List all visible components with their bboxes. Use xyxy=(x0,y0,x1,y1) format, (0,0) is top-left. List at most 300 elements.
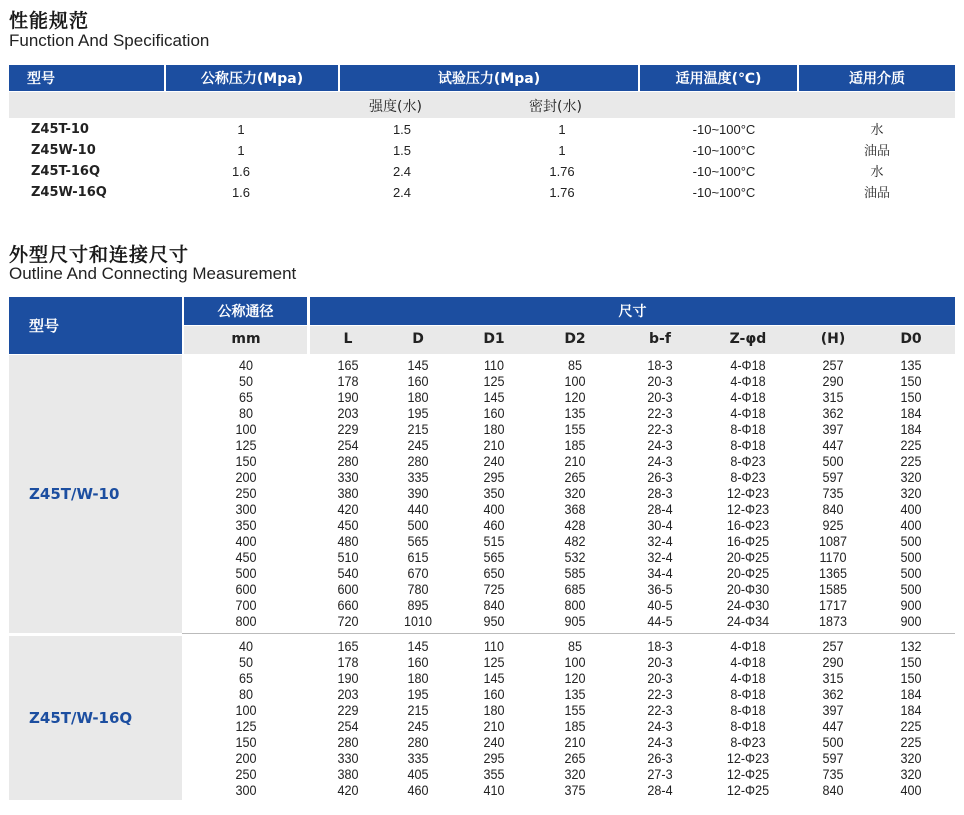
cell: 720 xyxy=(337,613,359,629)
cell: 500 xyxy=(822,734,844,750)
cell: 500 xyxy=(900,549,922,565)
cell: 500 xyxy=(900,565,922,581)
cell: 500 xyxy=(235,565,257,581)
cell: 8-Φ23 xyxy=(730,453,766,469)
cell: 225 xyxy=(900,718,922,734)
cell: 135 xyxy=(564,686,586,702)
cell: 185 xyxy=(564,437,586,453)
cell: 320 xyxy=(900,485,922,501)
cell: 295 xyxy=(483,750,505,766)
cell: 515 xyxy=(483,533,505,549)
cell: 1010 xyxy=(403,613,433,629)
cell: 125 xyxy=(483,373,505,389)
cell: 210 xyxy=(564,734,586,750)
table-row xyxy=(0,453,964,469)
table-row xyxy=(0,501,964,517)
cell: 355 xyxy=(483,766,505,782)
cell: 40 xyxy=(238,357,254,373)
cell-seal: 1 xyxy=(558,122,566,137)
table-row xyxy=(0,686,964,702)
cell-medium: 水 xyxy=(870,164,884,179)
cell-model: Z45W-10 xyxy=(31,143,96,158)
cell: 26-3 xyxy=(647,750,673,766)
cell-temp: -10~100°C xyxy=(692,185,756,200)
section2-title-cn: 外型尺寸和连接尺寸 xyxy=(9,244,190,266)
cell: 320 xyxy=(900,766,922,782)
cell: 155 xyxy=(564,421,586,437)
cell: 320 xyxy=(900,469,922,485)
cell: 368 xyxy=(564,501,586,517)
cell: 34-4 xyxy=(647,565,673,581)
table-row xyxy=(0,638,964,654)
cell: 120 xyxy=(564,389,586,405)
cell: 405 xyxy=(407,766,429,782)
cell: 4-Φ18 xyxy=(730,654,766,670)
cell: 100 xyxy=(564,373,586,389)
section2-title-en: Outline And Connecting Measurement xyxy=(9,264,297,283)
cell: 24-Φ34 xyxy=(726,613,770,629)
cell: 400 xyxy=(483,501,505,517)
cell: 203 xyxy=(337,405,359,421)
cell: 597 xyxy=(822,750,844,766)
cell: 65 xyxy=(238,670,254,686)
table-row xyxy=(0,437,964,453)
header-nominal-pressure: 公称压力(Mpa) xyxy=(166,65,338,91)
table-row xyxy=(9,140,955,161)
cell: 12-Φ23 xyxy=(726,750,770,766)
cell: 225 xyxy=(900,453,922,469)
cell: 8-Φ18 xyxy=(730,702,766,718)
cell: 12-Φ25 xyxy=(726,766,770,782)
cell: 8-Φ18 xyxy=(730,718,766,734)
cell-temp: -10~100°C xyxy=(692,164,756,179)
cell: 80 xyxy=(238,405,254,421)
cell: 4-Φ18 xyxy=(730,389,766,405)
cell: 4-Φ18 xyxy=(730,373,766,389)
cell: 400 xyxy=(900,517,922,533)
cell: 165 xyxy=(337,638,359,654)
cell: 8-Φ23 xyxy=(730,469,766,485)
table-row xyxy=(0,654,964,670)
cell: 900 xyxy=(900,597,922,613)
cell: 397 xyxy=(822,702,844,718)
cell: 265 xyxy=(564,750,586,766)
group-model-10: Z45T/W-10 xyxy=(9,355,182,633)
cell: 135 xyxy=(900,357,922,373)
cell: 362 xyxy=(822,405,844,421)
cell: 24-3 xyxy=(647,437,673,453)
col-header-0: mm xyxy=(231,331,261,347)
cell: 650 xyxy=(483,565,505,581)
cell: 8-Φ18 xyxy=(730,686,766,702)
cell: 184 xyxy=(900,405,922,421)
cell-pn: 1 xyxy=(237,143,245,158)
cell: 257 xyxy=(822,638,844,654)
cell: 215 xyxy=(407,421,429,437)
cell: 150 xyxy=(235,453,257,469)
cell-temp: -10~100°C xyxy=(692,143,756,158)
cell: 480 xyxy=(337,533,359,549)
cell: 32-4 xyxy=(647,533,673,549)
cell-temp: -10~100°C xyxy=(692,122,756,137)
cell: 257 xyxy=(822,357,844,373)
cell: 20-Φ30 xyxy=(726,581,770,597)
cell: 65 xyxy=(238,389,254,405)
cell: 320 xyxy=(564,485,586,501)
cell: 100 xyxy=(564,654,586,670)
table-row xyxy=(9,182,955,203)
cell: 500 xyxy=(407,517,429,533)
cell: 450 xyxy=(235,549,257,565)
subheader-strength: 强度(水) xyxy=(369,99,422,115)
cell: 24-3 xyxy=(647,718,673,734)
cell: 565 xyxy=(407,533,429,549)
cell: 350 xyxy=(235,517,257,533)
header-model: 型号 xyxy=(9,65,164,91)
cell: 597 xyxy=(822,469,844,485)
cell: 8-Φ18 xyxy=(730,437,766,453)
cell: 410 xyxy=(483,782,505,798)
cell: 27-3 xyxy=(647,766,673,782)
cell: 4-Φ18 xyxy=(730,670,766,686)
cell-seal: 1.76 xyxy=(549,164,575,179)
table-row xyxy=(0,357,964,373)
cell: 85 xyxy=(567,638,583,654)
cell: 735 xyxy=(822,485,844,501)
cell: 685 xyxy=(564,581,586,597)
cell: 500 xyxy=(900,581,922,597)
cell: 482 xyxy=(564,533,586,549)
cell: 265 xyxy=(564,469,586,485)
cell: 1087 xyxy=(818,533,848,549)
cell: 1873 xyxy=(818,613,848,629)
cell: 132 xyxy=(900,638,922,654)
cell: 40-5 xyxy=(647,597,673,613)
cell: 22-3 xyxy=(647,421,673,437)
header-size: 尺寸 xyxy=(310,297,955,325)
cell: 240 xyxy=(483,453,505,469)
cell: 460 xyxy=(483,517,505,533)
cell: 22-3 xyxy=(647,686,673,702)
cell: 1170 xyxy=(819,549,847,565)
cell: 100 xyxy=(235,702,257,718)
cell: 24-3 xyxy=(647,734,673,750)
cell: 160 xyxy=(407,373,429,389)
cell: 895 xyxy=(407,597,429,613)
cell: 390 xyxy=(407,485,429,501)
cell: 440 xyxy=(407,501,429,517)
cell-medium: 油品 xyxy=(863,185,890,200)
cell: 240 xyxy=(483,734,505,750)
cell: 4-Φ18 xyxy=(730,638,766,654)
cell: 215 xyxy=(407,702,429,718)
table-row xyxy=(9,119,955,140)
cell: 229 xyxy=(337,702,359,718)
cell: 254 xyxy=(337,437,359,453)
cell: 565 xyxy=(483,549,505,565)
cell: 500 xyxy=(900,533,922,549)
cell-model: Z45T-10 xyxy=(31,122,89,137)
cell: 150 xyxy=(900,373,922,389)
cell: 330 xyxy=(337,469,359,485)
cell: 290 xyxy=(822,654,844,670)
cell: 925 xyxy=(822,517,844,533)
cell: 4-Φ18 xyxy=(730,405,766,421)
cell: 178 xyxy=(337,373,359,389)
cell: 4-Φ18 xyxy=(730,357,766,373)
group-model-16q: Z45T/W-16Q xyxy=(9,636,182,800)
cell: 195 xyxy=(407,686,429,702)
group-divider xyxy=(182,633,955,634)
cell: 184 xyxy=(900,702,922,718)
cell: 280 xyxy=(407,453,429,469)
cell: 300 xyxy=(235,501,257,517)
cell: 320 xyxy=(564,766,586,782)
cell-model: Z45T-16Q xyxy=(31,164,101,179)
cell: 400 xyxy=(900,782,922,798)
cell-model: Z45W-16Q xyxy=(31,185,107,200)
table-row xyxy=(0,718,964,734)
cell: 8-Φ23 xyxy=(730,734,766,750)
cell: 660 xyxy=(337,597,359,613)
table-row xyxy=(0,405,964,421)
cell-pn: 1.6 xyxy=(231,185,251,200)
cell: 20-Φ25 xyxy=(726,565,770,581)
table-row xyxy=(0,389,964,405)
cell-seal: 1.76 xyxy=(549,185,575,200)
cell: 12-Φ23 xyxy=(726,485,770,501)
cell: 1585 xyxy=(818,581,848,597)
cell: 184 xyxy=(900,686,922,702)
cell: 210 xyxy=(564,453,586,469)
cell: 840 xyxy=(822,501,844,517)
cell: 110 xyxy=(483,638,505,654)
cell: 32-4 xyxy=(647,549,673,565)
cell: 150 xyxy=(235,734,257,750)
cell: 8-Φ18 xyxy=(730,421,766,437)
cell: 18-3 xyxy=(647,357,673,373)
cell: 210 xyxy=(483,718,505,734)
table-row xyxy=(0,782,964,798)
cell: 22-3 xyxy=(647,405,673,421)
cell: 225 xyxy=(900,734,922,750)
table-row xyxy=(0,485,964,501)
table-row xyxy=(0,750,964,766)
cell: 420 xyxy=(337,501,359,517)
cell: 195 xyxy=(407,405,429,421)
subheader-row xyxy=(9,92,955,118)
cell: 780 xyxy=(407,581,429,597)
cell: 145 xyxy=(407,638,429,654)
cell: 295 xyxy=(483,469,505,485)
subheader-seal: 密封(水) xyxy=(529,99,582,115)
table-row xyxy=(0,581,964,597)
cell-strength: 1.5 xyxy=(392,143,412,158)
cell: 229 xyxy=(337,421,359,437)
cell: 190 xyxy=(337,670,359,686)
cell: 905 xyxy=(564,613,586,629)
cell: 585 xyxy=(564,565,586,581)
cell-medium: 水 xyxy=(870,122,884,137)
cell: 540 xyxy=(337,565,359,581)
cell: 280 xyxy=(407,734,429,750)
cell: 180 xyxy=(483,702,505,718)
cell: 500 xyxy=(822,453,844,469)
cell-medium: 油品 xyxy=(863,143,890,158)
cell: 100 xyxy=(235,421,257,437)
table-row xyxy=(9,161,955,182)
table-row xyxy=(0,734,964,750)
cell: 12-Φ23 xyxy=(726,501,770,517)
table-row xyxy=(0,766,964,782)
section1-title-en: Function And Specification xyxy=(9,31,210,50)
col-header-8: D0 xyxy=(900,331,922,347)
cell: 1365 xyxy=(818,565,848,581)
cell: 16-Φ23 xyxy=(726,517,770,533)
table-row xyxy=(0,421,964,437)
cell: 190 xyxy=(337,389,359,405)
cell: 254 xyxy=(337,718,359,734)
cell: 350 xyxy=(483,485,505,501)
cell: 225 xyxy=(900,437,922,453)
cell: 300 xyxy=(235,782,257,798)
col-header-6: Z-φd xyxy=(729,331,767,347)
cell: 150 xyxy=(900,389,922,405)
cell-strength: 1.5 xyxy=(392,122,412,137)
table-row xyxy=(0,533,964,549)
cell: 397 xyxy=(822,421,844,437)
cell: 20-3 xyxy=(647,654,673,670)
table-row xyxy=(0,469,964,485)
cell: 362 xyxy=(822,686,844,702)
cell: 400 xyxy=(900,501,922,517)
cell: 420 xyxy=(337,782,359,798)
cell: 532 xyxy=(564,549,586,565)
cell: 245 xyxy=(407,718,429,734)
header-dn: 公称通径 xyxy=(184,297,307,325)
cell: 184 xyxy=(900,421,922,437)
cell: 160 xyxy=(483,686,505,702)
cell: 120 xyxy=(564,670,586,686)
cell: 428 xyxy=(564,517,586,533)
header-medium: 适用介质 xyxy=(799,65,955,91)
table-row xyxy=(0,549,964,565)
cell: 18-3 xyxy=(647,638,673,654)
cell: 615 xyxy=(407,549,429,565)
cell: 800 xyxy=(564,597,586,613)
cell: 16-Φ25 xyxy=(726,533,770,549)
cell: 200 xyxy=(235,469,257,485)
cell: 800 xyxy=(235,613,257,629)
cell-strength: 2.4 xyxy=(392,185,412,200)
cell: 245 xyxy=(407,437,429,453)
cell: 447 xyxy=(822,718,844,734)
table-row xyxy=(0,373,964,389)
cell: 150 xyxy=(900,670,922,686)
cell: 670 xyxy=(407,565,429,581)
cell: 380 xyxy=(337,766,359,782)
col-header-3: D1 xyxy=(483,331,505,347)
cell: 700 xyxy=(235,597,257,613)
cell: 145 xyxy=(483,389,505,405)
header-temperature: 适用温度(℃) xyxy=(640,65,797,91)
cell-pn: 1 xyxy=(237,122,245,137)
cell: 44-5 xyxy=(647,613,673,629)
cell: 335 xyxy=(407,750,429,766)
table-row xyxy=(0,565,964,581)
col-header-2: D xyxy=(412,331,424,347)
cell: 320 xyxy=(900,750,922,766)
cell: 178 xyxy=(337,654,359,670)
cell: 36-5 xyxy=(647,581,673,597)
cell: 510 xyxy=(337,549,359,565)
cell: 30-4 xyxy=(647,517,673,533)
cell: 250 xyxy=(235,485,257,501)
cell: 125 xyxy=(235,437,257,453)
col-header-7: (H) xyxy=(820,331,846,347)
cell: 250 xyxy=(235,766,257,782)
cell: 80 xyxy=(238,686,254,702)
table-row xyxy=(0,597,964,613)
cell: 600 xyxy=(235,581,257,597)
cell: 460 xyxy=(407,782,429,798)
cell: 50 xyxy=(238,654,254,670)
cell: 1717 xyxy=(818,597,848,613)
cell: 165 xyxy=(337,357,359,373)
cell: 145 xyxy=(483,670,505,686)
cell: 180 xyxy=(407,389,429,405)
cell: 155 xyxy=(564,702,586,718)
cell: 180 xyxy=(483,421,505,437)
cell: 26-3 xyxy=(647,469,673,485)
cell: 840 xyxy=(822,782,844,798)
cell: 400 xyxy=(235,533,257,549)
header-test-pressure: 试验压力(Mpa) xyxy=(340,65,638,91)
col-header-4: D2 xyxy=(564,331,586,347)
cell: 600 xyxy=(337,581,359,597)
cell: 40 xyxy=(238,638,254,654)
cell: 150 xyxy=(900,654,922,670)
cell: 950 xyxy=(483,613,505,629)
cell: 840 xyxy=(483,597,505,613)
col-header-5: b-f xyxy=(649,331,671,347)
header-model-2: 型号 xyxy=(9,297,182,354)
table-row xyxy=(0,670,964,686)
cell: 20-3 xyxy=(647,373,673,389)
table-row xyxy=(0,517,964,533)
cell: 180 xyxy=(407,670,429,686)
cell: 160 xyxy=(407,654,429,670)
cell: 203 xyxy=(337,686,359,702)
cell: 50 xyxy=(238,373,254,389)
table-row xyxy=(0,702,964,718)
cell: 735 xyxy=(822,766,844,782)
cell: 20-3 xyxy=(647,670,673,686)
cell: 28-4 xyxy=(647,501,673,517)
cell: 315 xyxy=(822,670,844,686)
section1-title-cn: 性能规范 xyxy=(9,10,90,32)
cell: 380 xyxy=(337,485,359,501)
cell: 28-4 xyxy=(647,782,673,798)
cell: 135 xyxy=(564,405,586,421)
cell: 20-3 xyxy=(647,389,673,405)
cell: 900 xyxy=(900,613,922,629)
cell-strength: 2.4 xyxy=(392,164,412,179)
cell: 125 xyxy=(483,654,505,670)
cell: 210 xyxy=(483,437,505,453)
cell: 24-3 xyxy=(647,453,673,469)
cell: 447 xyxy=(822,437,844,453)
